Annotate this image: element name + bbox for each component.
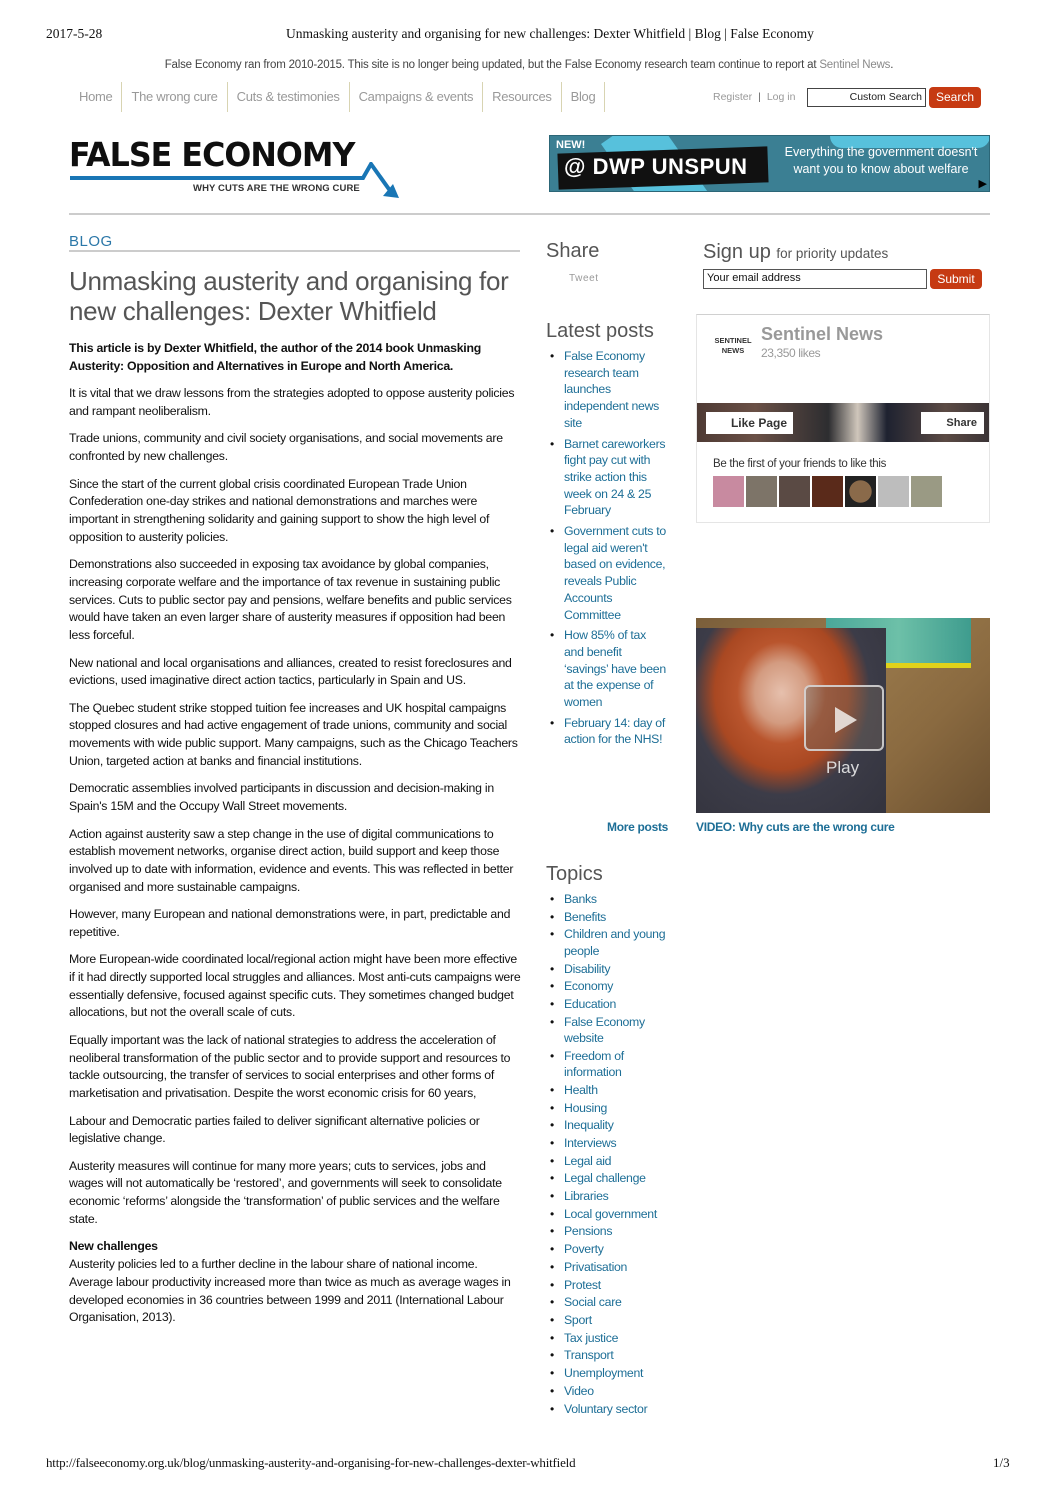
login-link[interactable]: Log in [766,91,796,103]
banner-title [564,154,748,180]
article-paragraph: Since the start of the current global crisis coordinated European Trade Union Confederation one-day strikes and national demonstrations and marches were important in strengthening solidarity and gaining support to show the high level of opposition to austerity policies. [69,476,490,544]
sentinel-news-logo[interactable] [707,325,759,371]
latest-posts-heading: Latest posts [546,320,654,342]
article-body [69,340,522,1337]
article-paragraph: Trade unions, community and civil society organisations, and social movements are confronted by new challenges. [69,431,503,464]
topic-link[interactable]: • Social care [547,1294,667,1310]
article-paragraph: However, many European and national demonstrations were, in part, predictable and repetitive. [69,907,511,939]
article-paragraph: New national and local organisations and alliances, created to resist foreclosures and evictions, used imaginative direct action tactics, particularly in Spain and US. [69,655,512,688]
article-paragraph: The Quebec student strike stopped tuition fee increases and UK hospital campaigns stopped closures and had active engagement of trade unions, community and social movements with wide public support. Many campaigns, such as the Chicago Teachers Union, targeted action at banks and financial institutions. [69,700,518,768]
avatar[interactable] [878,476,909,507]
article-paragraph: Equally important was the lack of national strategies to address the acceleration of neoliberal transformation of the public sector and to provide support and resources to tackle outsourcing, the transfer of services to social enterprises and other forms of marketisation and privatisation. Despite the worst economic crisis for 60 years, [69,1032,511,1101]
topic-link[interactable]: • Benefits [547,909,667,925]
avatar[interactable] [779,476,810,507]
sentinel-news-link[interactable]: Sentinel News [819,59,891,71]
latest-post-link[interactable]: • False Economy research team launches independent news site [547,348,667,432]
print-header [0,26,1058,46]
article-subheading: New challenges [69,1239,158,1254]
article-paragraph: It is vital that we draw lessons from the strategies adopted to oppose austerity policies and rampant neoliberalism. [69,386,515,418]
logo-tagline: WHY CUTS ARE THE WRONG CURE [193,183,360,194]
play-button[interactable] [804,685,884,751]
video-thumbnail[interactable] [696,618,990,813]
nav-wrong-cure[interactable]: The wrong cure [122,82,227,112]
article-title: Unmasking austerity and organising for new challenges: Dexter Whitfield [69,266,509,326]
search-input[interactable]: Custom Search [807,88,926,107]
topic-link[interactable]: • Protest [547,1277,667,1293]
friends-text: Be the first of your friends to like this [713,458,887,470]
article-paragraph: Labour and Democratic parties failed to deliver significant alternative policies or legislative change. [69,1113,480,1146]
latest-post-link[interactable]: • Barnet careworkers fight pay cut with strike action this week on 24 & 25 February [547,436,667,520]
nav-resources[interactable]: Resources [483,82,561,112]
topic-link[interactable]: • Legal challenge [547,1170,667,1186]
topic-link[interactable]: • Freedom of information [547,1048,667,1081]
topic-link[interactable]: • Sport [547,1312,667,1328]
article-paragraph: Austerity policies led to a further decline in the labour share of national income. Average labour productivity increased more than twice as much as average wages in developed economies in 36 countries between 1999 and 2011 (International Labour Organisation, 2013). [69,1257,511,1325]
signup-heading [703,241,888,264]
print-url: http://falseeconomy.org.uk/blog/unmasking-austerity-and-organising-for-new-challenges-dexter-whitfield [46,1455,576,1470]
topic-link[interactable]: • Interviews [547,1135,667,1151]
topic-link[interactable]: • Banks [547,891,667,907]
latest-post-link[interactable]: • How 85% of tax and benefit ‘savings’ have been at the expense of women [547,627,667,711]
friend-avatars [713,476,942,507]
video-caption-link[interactable]: VIDEO: Why cuts are the wrong cure [696,820,895,834]
play-icon [835,707,857,733]
section-label[interactable]: BLOG [69,233,113,250]
logo-title: FALSE ECONOMY [69,135,355,174]
topic-link[interactable]: • Unemployment [547,1365,667,1381]
more-posts-link[interactable]: More posts [607,820,669,834]
tweet-button[interactable]: Tweet [569,273,599,284]
topic-link[interactable]: • Tax justice [547,1330,667,1346]
article-paragraph: Austerity measures will continue for many more years; cuts to services, jobs and wages will not automatically be ‘restored’, and governments will seek to consolidate economic ‘reforms’ alongside the ‘transformation’ of public services and the welfare state. [69,1158,502,1226]
notice-text: False Economy ran from 2010-2015. This site is no longer being updated, but the False Economy research team continue to report at [164,59,820,71]
avatar[interactable] [911,476,942,507]
section-divider [69,250,520,252]
avatar[interactable] [713,476,744,507]
signup-subtitle: for priority updates [776,246,889,261]
topic-link[interactable]: • Legal aid [547,1153,667,1169]
site-logo[interactable] [69,135,404,202]
topics-heading: Topics [546,863,603,885]
dwp-unspun-banner[interactable] [549,135,990,192]
topic-link[interactable]: • Education [547,996,667,1012]
topic-link[interactable]: • Privatisation [547,1259,667,1275]
topic-link[interactable]: • Economy [547,978,667,994]
print-title: Unmasking austerity and organising for new challenges: Dexter Whitfield | Blog | False Economy [286,26,814,41]
facebook-like-count: 23,350 likes [761,346,821,360]
topics-list [547,891,667,1418]
banner-badge: NEW! [556,139,586,151]
topic-link[interactable]: • Voluntary sector [547,1401,667,1417]
facebook-icon [714,417,726,429]
share-heading: Share [546,240,600,262]
logo-line: NEWS [721,346,745,355]
facebook-page-name[interactable]: Sentinel News [761,324,884,344]
topic-link[interactable]: • Video [547,1383,667,1399]
avatar[interactable] [812,476,843,507]
topic-link[interactable]: • Disability [547,961,667,977]
email-field[interactable]: Your email address [703,269,927,289]
print-date: 2017-5-28 [46,26,103,41]
signup-title: Sign up [703,241,771,263]
logo-bar [70,176,356,180]
print-page-number: 1/3 [993,1455,1010,1470]
account-links [713,91,795,103]
nav-blog[interactable]: Blog [562,82,606,112]
avatar[interactable] [746,476,777,507]
banner-tagline: Everything the government doesn't want you to know about welfare [784,145,978,176]
topic-link[interactable]: • Local government [547,1206,667,1222]
banner-title-text: DWP UNSPUN [592,154,748,179]
like-page-button[interactable] [706,412,793,434]
article-lead: This article is by Dexter Whitfield, the author of the 2014 book Unmasking Austerity: Opposition and Alternatives in Europe and North America. [69,341,481,373]
register-link[interactable]: Register [713,91,753,103]
topic-link[interactable]: • Transport [547,1347,667,1363]
topic-link[interactable]: • Children and young people [547,926,667,959]
article-paragraph: Demonstrations also succeeded in exposing tax avoidance by global companies, increasing corporate welfare and the importance of tax revenue in sustaining public services. Cuts to public sector pay and pensions, welfare benefits and public services would have taken an even larger share of austerity measures if opposition had been less forceful. [69,557,512,643]
article-paragraph: Democratic assemblies involved participants in discussion and decision-making in Spain's 15M and the Occupy Wall Street movements. [69,781,494,814]
latest-posts-list [547,348,667,752]
article-paragraph: More European-wide coordinated local/regional action might have been more effective if it had directly supported local struggles and alliances. Most anti-cuts campaigns were essentially defensive, focused against specific cuts. They sometimes changed budget allocations, but not the overall scale of cuts. [69,952,521,1020]
topic-link[interactable]: • Inequality [547,1117,667,1133]
logo-line: SENTINEL [714,336,752,345]
topic-link[interactable]: • Housing [547,1100,667,1116]
spiral-icon: @ [564,154,593,179]
header-divider [69,213,990,215]
play-arrow-icon: ▶ [978,178,987,190]
facebook-share-button[interactable]: Share [921,412,984,434]
topic-link[interactable]: • Health [547,1082,667,1098]
site-notice [0,59,1058,71]
topic-link[interactable]: • False Economy website [547,1014,667,1047]
nav-cuts-testimonies[interactable]: Cuts & testimonies [228,82,350,112]
submit-button[interactable]: Submit [930,269,982,289]
latest-post-link[interactable]: • February 14: day of action for the NHS! [547,715,667,748]
like-page-label: Like Page [730,416,787,430]
nav-campaigns-events[interactable]: Campaigns & events [350,82,484,112]
main-nav [70,82,605,112]
search-button[interactable]: Search [929,87,981,108]
avatar[interactable] [845,476,876,507]
article-paragraph: Action against austerity saw a step change in the use of digital communications to establish movement networks, organise direct action, build support and keep those involved up to date with information, evidence and events. This was reflected in better organised and more sustainable campaigns. [69,826,514,894]
notice-end: . [890,59,894,71]
topic-link[interactable]: • Poverty [547,1241,667,1257]
latest-post-link[interactable]: • Government cuts to legal aid weren't based on evidence, reveals Public Accounts Committee [547,523,667,623]
play-label: Play [826,758,860,777]
logo-arrow-icon [353,162,403,202]
topic-link[interactable]: • Pensions [547,1223,667,1239]
facebook-page-widget [696,314,990,523]
topic-link[interactable]: • Libraries [547,1188,667,1204]
nav-home[interactable]: Home [70,82,122,112]
account-separator: | [758,91,761,103]
